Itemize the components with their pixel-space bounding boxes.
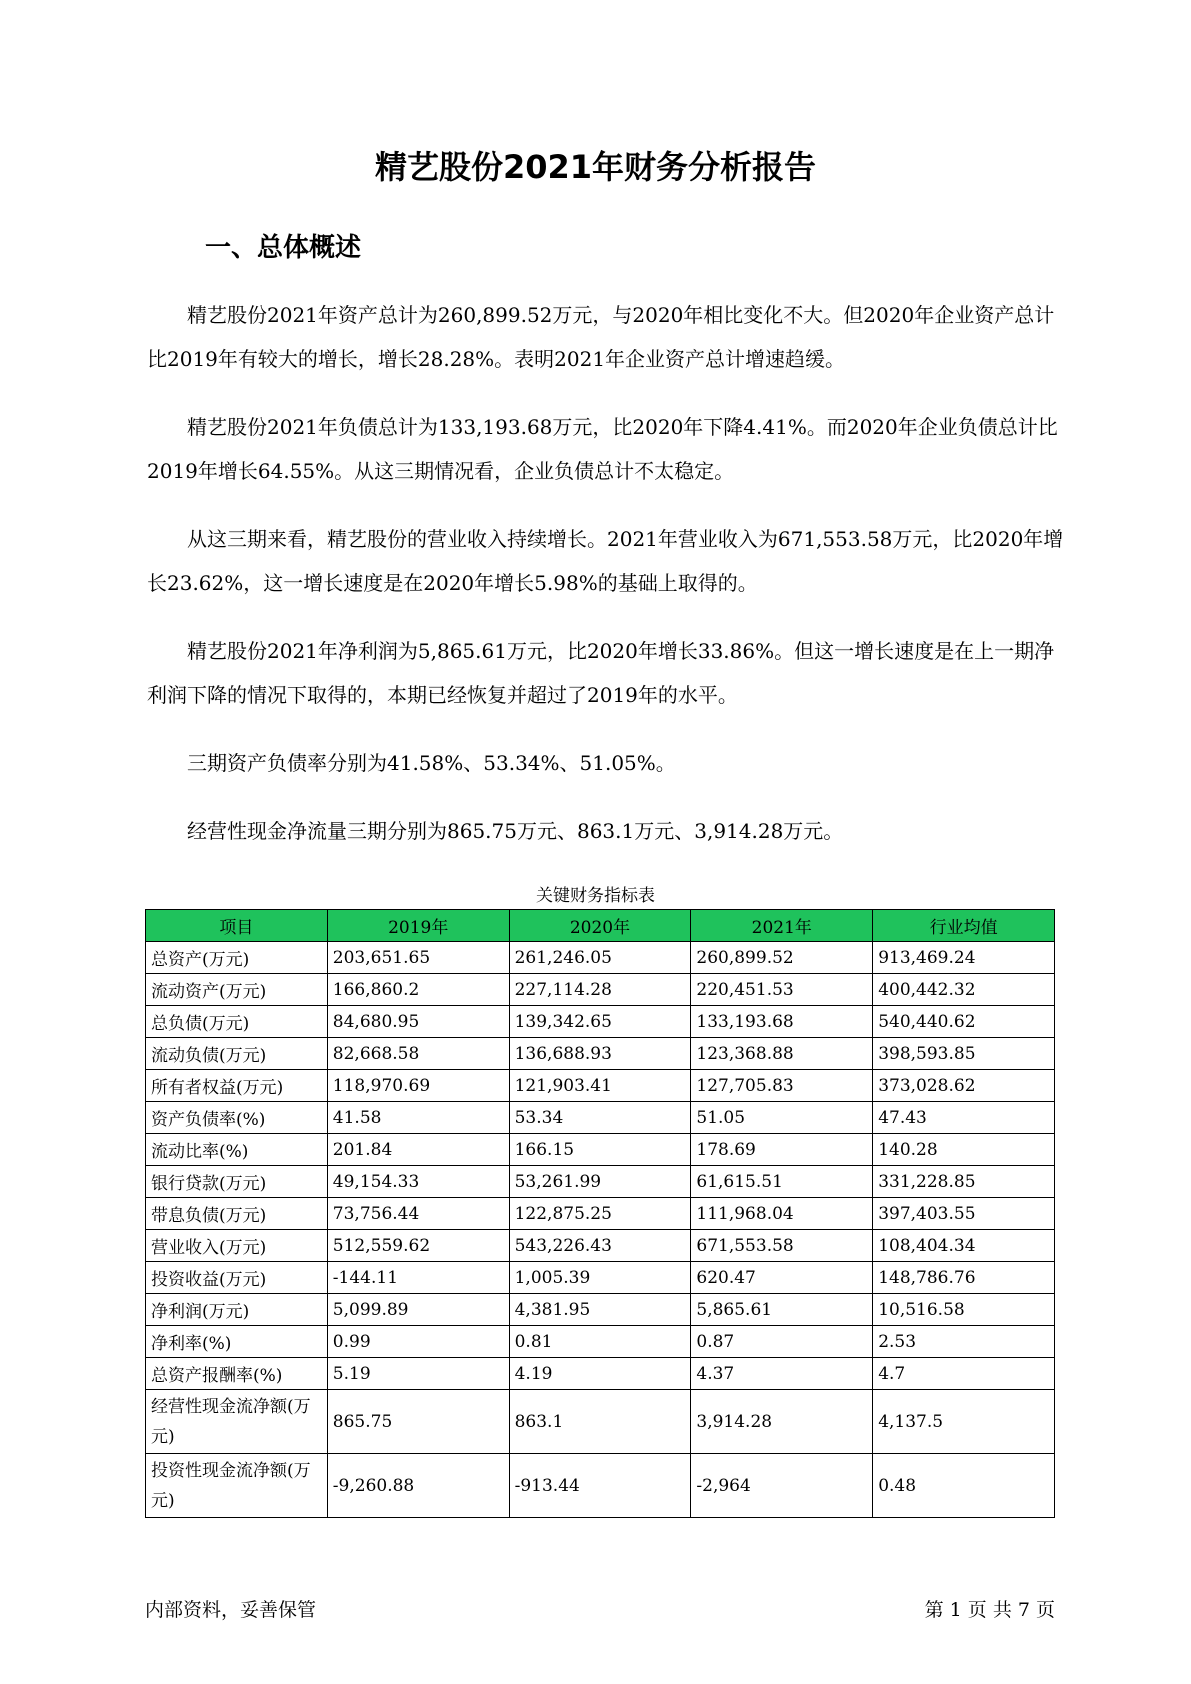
- value-cell: 4,381.95: [509, 1294, 691, 1326]
- value-cell: 5,865.61: [691, 1294, 873, 1326]
- column-header: 项目: [146, 910, 328, 942]
- table-row: [146, 1262, 1055, 1294]
- table-row: [146, 1198, 1055, 1230]
- column-header: 2019年: [327, 910, 509, 942]
- value-cell: 913,469.24: [873, 942, 1055, 974]
- table-row: [146, 1230, 1055, 1262]
- table-row: [146, 942, 1055, 974]
- value-cell: 178.69: [691, 1134, 873, 1166]
- table-row: [146, 974, 1055, 1006]
- row-label-cell: 流动负债(万元): [146, 1038, 328, 1070]
- value-cell: 140.28: [873, 1134, 1055, 1166]
- value-cell: 122,875.25: [509, 1198, 691, 1230]
- value-cell: 201.84: [327, 1134, 509, 1166]
- value-cell: -144.11: [327, 1262, 509, 1294]
- value-cell: 4.19: [509, 1358, 691, 1390]
- table-caption: 关键财务指标表: [536, 886, 655, 906]
- row-label-cell: 资产负债率(%): [146, 1102, 328, 1134]
- value-cell: 51.05: [691, 1102, 873, 1134]
- row-label-cell: 流动资产(万元): [146, 974, 328, 1006]
- footer-confidential-note: 内部资料，妥善保管: [145, 1599, 317, 1621]
- value-cell: 5,099.89: [327, 1294, 509, 1326]
- column-header: 2021年: [691, 910, 873, 942]
- value-cell: 49,154.33: [327, 1166, 509, 1198]
- table-row: [146, 1166, 1055, 1198]
- section-heading: 一、总体概述: [205, 233, 362, 263]
- value-cell: 73,756.44: [327, 1198, 509, 1230]
- row-label-cell: 带息负债(万元): [146, 1198, 328, 1230]
- value-cell: 863.1: [509, 1390, 691, 1454]
- value-cell: -9,260.88: [327, 1454, 509, 1518]
- value-cell: 0.81: [509, 1326, 691, 1358]
- value-cell: 0.48: [873, 1454, 1055, 1518]
- row-label-cell: 流动比率(%): [146, 1134, 328, 1166]
- financial-indicators-table: [145, 909, 1055, 1518]
- table-body: [146, 942, 1055, 1518]
- value-cell: 398,593.85: [873, 1038, 1055, 1070]
- value-cell: 61,615.51: [691, 1166, 873, 1198]
- value-cell: 41.58: [327, 1102, 509, 1134]
- value-cell: 373,028.62: [873, 1070, 1055, 1102]
- value-cell: 148,786.76: [873, 1262, 1055, 1294]
- value-cell: 127,705.83: [691, 1070, 873, 1102]
- value-cell: 331,228.85: [873, 1166, 1055, 1198]
- table-row: [146, 1326, 1055, 1358]
- value-cell: 227,114.28: [509, 974, 691, 1006]
- body-text: [147, 293, 1067, 877]
- value-cell: 540,440.62: [873, 1006, 1055, 1038]
- column-header: 2020年: [509, 910, 691, 942]
- value-cell: 400,442.32: [873, 974, 1055, 1006]
- value-cell: 220,451.53: [691, 974, 873, 1006]
- value-cell: 139,342.65: [509, 1006, 691, 1038]
- value-cell: -913.44: [509, 1454, 691, 1518]
- value-cell: 671,553.58: [691, 1230, 873, 1262]
- table-row: [146, 1006, 1055, 1038]
- table-row: [146, 1038, 1055, 1070]
- value-cell: 261,246.05: [509, 942, 691, 974]
- value-cell: -2,964: [691, 1454, 873, 1518]
- value-cell: 4.37: [691, 1358, 873, 1390]
- value-cell: 123,368.88: [691, 1038, 873, 1070]
- table-row: [146, 1102, 1055, 1134]
- row-label-cell: 总资产(万元): [146, 942, 328, 974]
- table-row: [146, 1070, 1055, 1102]
- value-cell: 47.43: [873, 1102, 1055, 1134]
- value-cell: 203,651.65: [327, 942, 509, 974]
- value-cell: 84,680.95: [327, 1006, 509, 1038]
- value-cell: 0.99: [327, 1326, 509, 1358]
- value-cell: 136,688.93: [509, 1038, 691, 1070]
- row-label-cell: 投资收益(万元): [146, 1262, 328, 1294]
- value-cell: 133,193.68: [691, 1006, 873, 1038]
- row-label-cell: 营业收入(万元): [146, 1230, 328, 1262]
- value-cell: 543,226.43: [509, 1230, 691, 1262]
- value-cell: 166,860.2: [327, 974, 509, 1006]
- value-cell: 865.75: [327, 1390, 509, 1454]
- value-cell: 4,137.5: [873, 1390, 1055, 1454]
- value-cell: 82,668.58: [327, 1038, 509, 1070]
- row-label-cell: 净利润(万元): [146, 1294, 328, 1326]
- value-cell: 3,914.28: [691, 1390, 873, 1454]
- row-label-cell: 银行贷款(万元): [146, 1166, 328, 1198]
- value-cell: 5.19: [327, 1358, 509, 1390]
- table-row: [146, 1454, 1055, 1518]
- value-cell: 2.53: [873, 1326, 1055, 1358]
- row-label-cell: 投资性现金流净额(万元): [146, 1454, 328, 1518]
- row-label-cell: 净利率(%): [146, 1326, 328, 1358]
- row-label-cell: 总资产报酬率(%): [146, 1358, 328, 1390]
- value-cell: 121,903.41: [509, 1070, 691, 1102]
- value-cell: 166.15: [509, 1134, 691, 1166]
- value-cell: 1,005.39: [509, 1262, 691, 1294]
- paragraph: 三期资产负债率分别为41.58%、53.34%、51.05%。: [187, 751, 676, 775]
- value-cell: 118,970.69: [327, 1070, 509, 1102]
- column-header: 行业均值: [873, 910, 1055, 942]
- table-header-row: [146, 910, 1055, 942]
- value-cell: 10,516.58: [873, 1294, 1055, 1326]
- row-label-cell: 经营性现金流净额(万元): [146, 1390, 328, 1454]
- row-label-cell: 所有者权益(万元): [146, 1070, 328, 1102]
- paragraph: 从这三期来看，精艺股份的营业收入持续增长。2021年营业收入为671,553.58万元，比2020年增长23.62%，这一增长速度是在2020年增长5.98%的基础上取得的。: [147, 527, 1064, 595]
- table-row: [146, 1134, 1055, 1166]
- value-cell: 0.87: [691, 1326, 873, 1358]
- value-cell: 260,899.52: [691, 942, 873, 974]
- table-row: [146, 1294, 1055, 1326]
- value-cell: 53,261.99: [509, 1166, 691, 1198]
- value-cell: 108,404.34: [873, 1230, 1055, 1262]
- paragraph: 精艺股份2021年负债总计为133,193.68万元，比2020年下降4.41%。而2020年企业负债总计比2019年增长64.55%。从这三期情况看，企业负债总计不太稳定。: [147, 415, 1058, 483]
- value-cell: 111,968.04: [691, 1198, 873, 1230]
- page-title: 精艺股份2021年财务分析报告: [374, 148, 817, 186]
- value-cell: 4.7: [873, 1358, 1055, 1390]
- row-label-cell: 总负债(万元): [146, 1006, 328, 1038]
- paragraph: 经营性现金净流量三期分别为865.75万元、863.1万元、3,914.28万元。: [187, 819, 844, 843]
- value-cell: 53.34: [509, 1102, 691, 1134]
- value-cell: 512,559.62: [327, 1230, 509, 1262]
- value-cell: 620.47: [691, 1262, 873, 1294]
- table-row: [146, 1358, 1055, 1390]
- paragraph: 精艺股份2021年资产总计为260,899.52万元，与2020年相比变化不大。但2020年企业资产总计比2019年有较大的增长，增长28.28%。表明2021年企业资产总计增速趋缓。: [147, 303, 1055, 371]
- footer-page-number: 第 1 页 共 7 页: [924, 1599, 1055, 1621]
- value-cell: 397,403.55: [873, 1198, 1055, 1230]
- paragraph: 精艺股份2021年净利润为5,865.61万元，比2020年增长33.86%。但这一增长速度是在上一期净利润下降的情况下取得的，本期已经恢复并超过了2019年的水平。: [147, 639, 1055, 707]
- table-row: [146, 1390, 1055, 1454]
